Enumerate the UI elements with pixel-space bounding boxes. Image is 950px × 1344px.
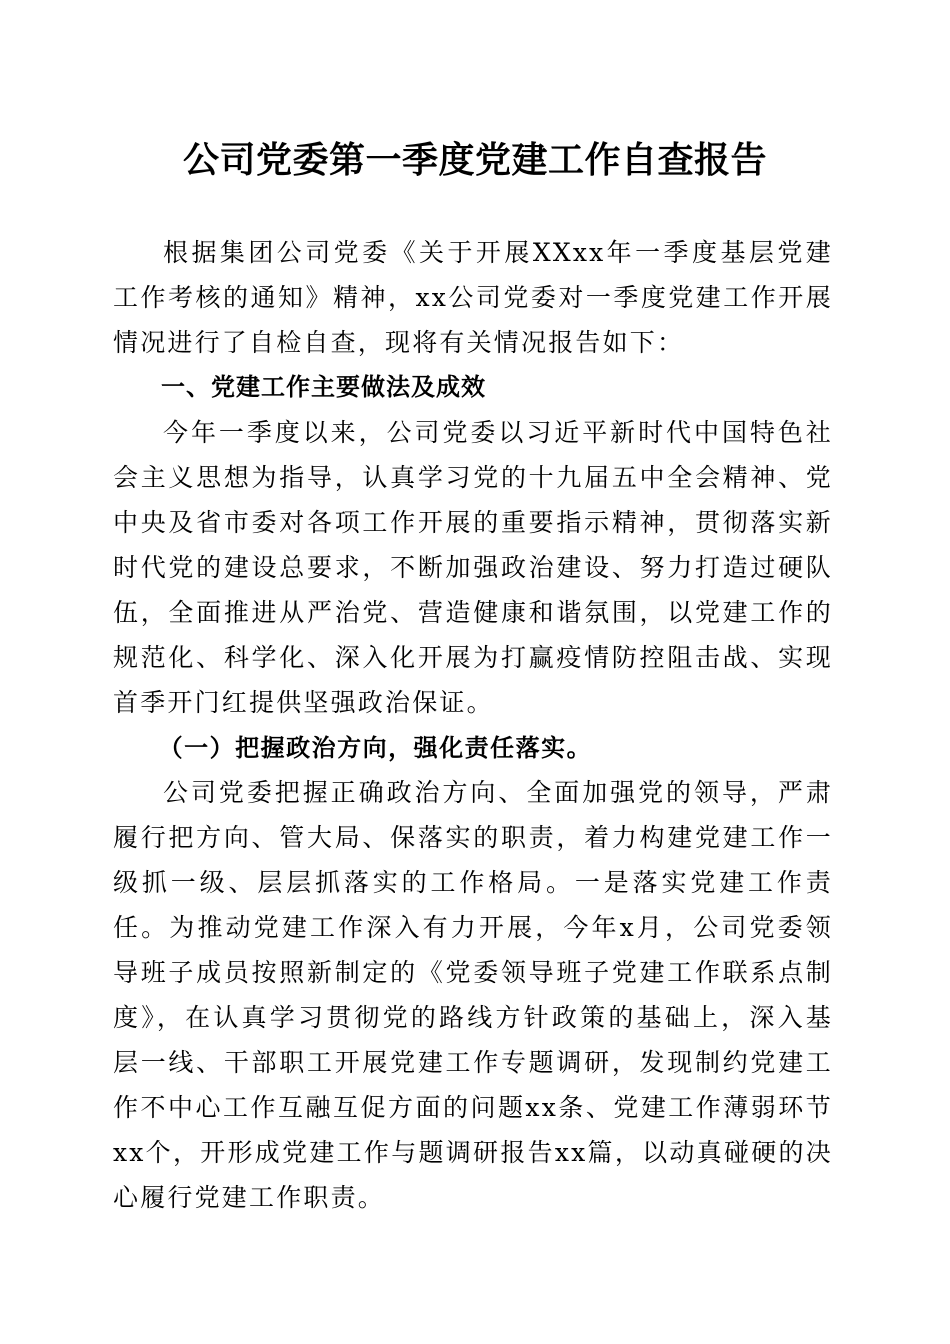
document-title: 公司党委第一季度党建工作自查报告 <box>182 139 767 181</box>
subsection-paragraph: 公司党委把握正确政治方向、全面加强党的领导，严肃履行把方向、管大局、保落实的职责，着力构建党建工作一级抓一级、层层抓落实的工作格局。一是落实党建工作责任。为推动党建工作深入有力开展，今年x月，公司党委领导班子成员按照新制定的《党委领导班子党建工作联系点制度》，在认真学习贯彻党的路线方针政策的基础上，深入基层一线、干部职工开展党建工作专题调研，发现制约党建工作不中心工作互融互促方面的问题xx条、党建工作薄弱环节xx个，开形成党建工作与题调研报告xx篇，以动真碰硬的决心履行党建工作职责。 <box>113 778 833 1212</box>
subsection-heading: （一）把握政治方向，强化责任落实。 <box>158 733 593 762</box>
document-body <box>113 230 833 1220</box>
section-heading: 一、党建工作主要做法及成效 <box>161 373 486 401</box>
section-paragraph: 今年一季度以来，公司党委以习近平新时代中国特色社会主义思想为指导，认真学习党的十九届五中全会精神、党中央及省市委对各项工作开展的重要指示精神，贯彻落实新时代党的建设总要求，不断加强政治建设、努力打造过硬队伍，全面推进从严治党、营造健康和谐氛围，以党建工作的规范化、科学化、深入化开展为打赢疫情防控阻击战、实现首季开门红提供坚强政治保证。 <box>113 418 833 717</box>
intro-paragraph: 根据集团公司党委《关于开展XXxx年一季度基层党建工作考核的通知》精神，xx公司党委对一季度党建工作开展情况进行了自检自查，现将有关情况报告如下： <box>113 238 833 357</box>
